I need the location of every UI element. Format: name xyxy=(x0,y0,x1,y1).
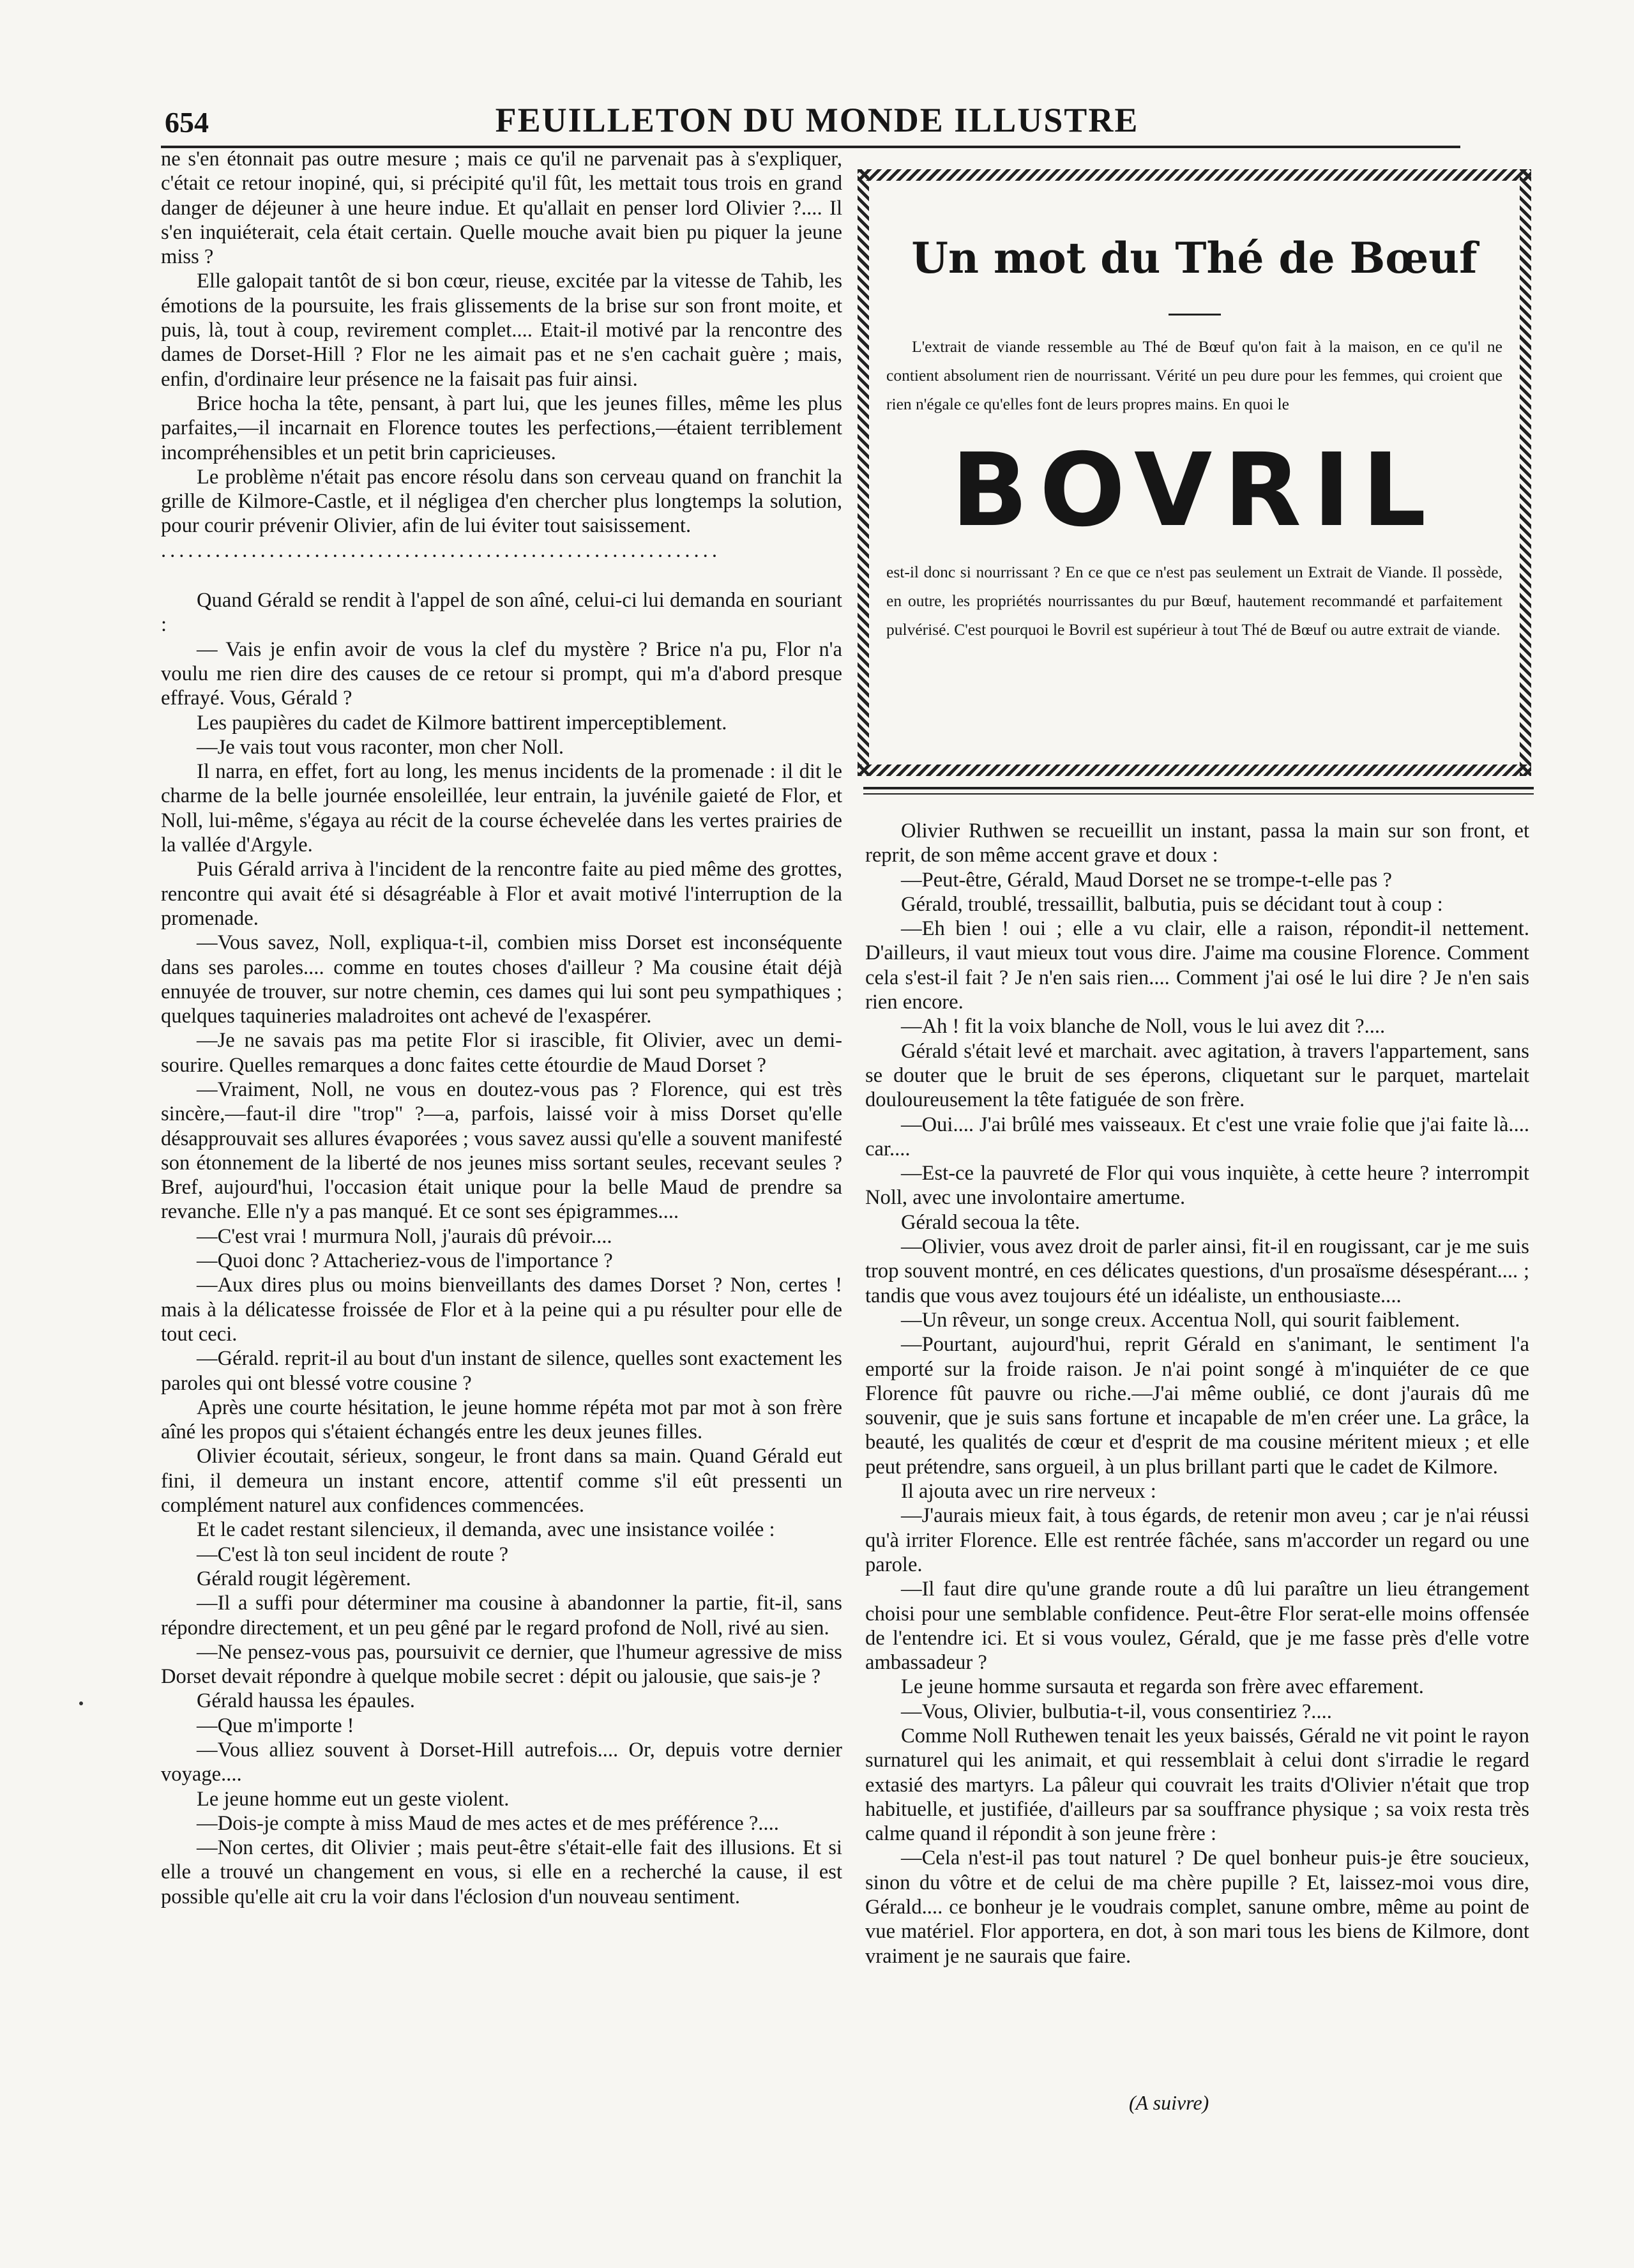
paragraph: —Un rêveur, un songe creux. Accentua Noll, qui sourit faiblement. xyxy=(901,1308,1460,1332)
section-dots: .............................................................. xyxy=(161,538,721,562)
paragraph: —Que m'importe ! xyxy=(197,1714,354,1737)
paragraph: —Vous alliez souvent à Dorset-Hill autrefois.... Or, depuis votre dernier voyage.... xyxy=(161,1739,842,1786)
ad-divider xyxy=(1169,314,1221,316)
paragraph: Après une courte hésitation, le jeune homme répéta mot par mot à son frère aîné les propos qui s'étaient échangés entre les deux jeunes filles. xyxy=(161,1396,842,1444)
paragraph: Gérald rougit légèrement. xyxy=(197,1567,411,1590)
paragraph: Et le cadet restant silencieux, il demanda, avec une insistance voilée : xyxy=(197,1518,775,1542)
paragraph: Le problème n'était pas encore résolu dans son cerveau quand on franchit la grille de Kilmore-Castle, et il négligea d'en chercher plus longtemps la solution, pour courir prévenir Olivier, afin de lui éviter tout saisissement. xyxy=(161,465,842,538)
paragraph: —Ah ! fit la voix blanche de Noll, vous le lui avez dit ?.... xyxy=(901,1015,1386,1039)
paragraph: Il ajouta avec un rire nerveux : xyxy=(901,1480,1156,1503)
paragraph: —Aux dires plus ou moins bienveillants des dames Dorset ? Non, certes ! mais à la délicatesse froissée de Flor et à la peine qui a pu résulter pour elle de tout ceci. xyxy=(161,1274,842,1346)
bovril-advertisement xyxy=(858,169,1531,776)
paragraph: —Vous, Olivier, bulbutia-t-il, vous consentiriez ?.... xyxy=(901,1700,1332,1723)
paragraph: Gérald secoua la tête. xyxy=(901,1210,1080,1234)
ad-brand-name: BOVRIL xyxy=(951,432,1438,549)
paragraph: —C'est vrai ! murmura Noll, j'aurais dû prévoir.... xyxy=(197,1224,612,1248)
paragraph: Quand Gérald se rendit à l'appel de son aîné, celui-ci lui demanda en souriant : xyxy=(161,589,842,637)
paragraph: Comme Noll Ruthewen tenait les yeux baissés, Gérald ne vit point le rayon surnaturel qui les animait, et qui ressemblait à celui dont s'irradie le regard extasié des martyrs. La pâleur qui couvrait les traits d'Olivier n'était que trop habituelle, et justifiée, d'ailleurs par sa souffrance physique ; sa voix resta très calme quand il répondit à son jeune frère : xyxy=(865,1724,1529,1846)
paragraph: —Non certes, dit Olivier ; mais peut-être s'était-elle fait des illusions. Et si elle a trouvé un changement en vous, si elle en a recherché la cause, il est possible qu'elle ait cru la voir dans l'éclosion d'un nouveau sentiment. xyxy=(161,1836,842,1908)
paragraph: —Gérald. reprit-il au bout d'un instant de silence, quelles sont exactement les paroles qui ont blessé votre cousine ? xyxy=(161,1347,842,1395)
left-column xyxy=(161,147,842,2120)
paragraph: —Je vais tout vous raconter, mon cher Noll. xyxy=(197,735,564,759)
paragraph: —Olivier, vous avez droit de parler ainsi, fit-il en rougissant, car je me suis trop souvent montré, en ces délicates questions, d'un prosaïsme désespérant.... ; tandis que vous avez toujours été un idéaliste, un enthousiaste.... xyxy=(865,1235,1529,1307)
paragraph: Olivier écoutait, sérieux, songeur, le front dans sa main. Quand Gérald eut fini, il demeura un instant encore, attentif comme s'il eût pressenti un complément naturel aux confidences commencées. xyxy=(161,1445,842,1518)
paragraph: Puis Gérald arriva à l'incident de la rencontre faite au pied même des grottes, rencontre qui avait été si désagréable à Flor et avait motivé l'interruption de la promenade. xyxy=(161,858,842,930)
paragraph: —Quoi donc ? Attacheriez-vous de l'importance ? xyxy=(197,1249,613,1273)
paragraph: —Ne pensez-vous pas, poursuivit ce dernier, que l'humeur agressive de miss Dorset devait répondre à quelque mobile secret : dépit ou jalousie, que sais-je ? xyxy=(161,1640,842,1689)
to-be-continued: (A suivre) xyxy=(1129,2091,1209,2114)
paragraph: —Il a suffi pour déterminer ma cousine à abandonner la partie, fit-il, sans répondre directement, et un peu gêné par le regard profond de Noll, rivé au sien. xyxy=(161,1592,842,1640)
print-speck xyxy=(79,1701,83,1705)
page-number: 654 xyxy=(165,106,209,139)
paragraph: ne s'en étonnait pas outre mesure ; mais ce qu'il ne parvenait pas à s'expliquer, c'était ce retour inopiné, qui, si précipité qu'il fût, les mettait tous trois en grand danger de déjeuner à une heure indue. Et qu'allait en penser lord Olivier ?.... Il s'en inquiéterait, cela était certain. Quelle mouche avait bien pu piquer la jeune miss ? xyxy=(161,148,842,269)
paragraph: —C'est là ton seul incident de route ? xyxy=(197,1542,509,1566)
ad-border-right xyxy=(1520,169,1531,776)
paragraph: —Peut-être, Gérald, Maud Dorset ne se trompe-t-elle pas ? xyxy=(901,868,1392,892)
ad-content xyxy=(886,195,1502,750)
paragraph: Gérald s'était levé et marchait. avec agitation, à travers l'appartement, sans se douter que le bruit de ses éperons, cliquetant sur le parquet, martelait douloureusement la tête fatiguée de son frère. xyxy=(865,1039,1529,1112)
paragraph: —Cela n'est-il pas tout naturel ? De quel bonheur puis-je être soucieux, sinon du vôtre et de celui de ma chère pupille ? Et, laissez-moi vous dire, Gérald.... ce bonheur je le voudrais complet, sanune ombre, même au point de vue matériel. Flor apportera, en dot, à son mari tous les biens de Kilmore, dont vraiment je ne saurais que faire. xyxy=(865,1846,1529,1968)
running-head: FEUILLETON DU MONDE ILLUSTRE xyxy=(495,101,1139,139)
paragraph: —Est-ce la pauvreté de Flor qui vous inquiète, à cette heure ? interrompit Noll, avec une involontaire amertume. xyxy=(865,1162,1529,1210)
paragraph: Il narra, en effet, fort au long, les menus incidents de la promenade : il dit le charme de la belle journée ensoleillée, leur entrain, la juvénile gaieté de Flor, et Noll, lui-même, s'égaya au récit de la course échevelée dans les vertes prairies de la vallée d'Argyle. xyxy=(161,760,842,857)
ad-text-intro: L'extrait de viande ressemble au Thé de Bœuf qu'on fait à la maison, en ce qu'il ne contient absolument rien de nourrissant. Vérité un peu dure pour les femmes, qui croient que rien n'égale ce qu'elles font de leurs propres mains. En quoi le xyxy=(886,337,1502,413)
paragraph: —Vous savez, Noll, expliqua-t-il, combien miss Dorset est inconséquente dans ses paroles.... comme en toutes choses d'ailleur ? Ma cousine était déjà ennuyée de trouver, sur notre chemin, ces dames qui lui sont peu sympathiques ; quelques taquineries maladroites ont achevé de l'exaspérer. xyxy=(161,931,842,1028)
paragraph: Olivier Ruthwen se recueillit un instant, passa la main sur son front, et reprit, de son même accent grave et doux : xyxy=(865,819,1529,867)
paragraph: —Eh bien ! oui ; elle a vu clair, elle a raison, répondit-il nettement. D'ailleurs, il vaut mieux tout vous dire. J'aime ma cousine Florence. Comment cela s'est-il fait ? Je n'en sais rien.... Comment j'ai osé le lui dire ? Je n'en sais rien encore. xyxy=(865,917,1529,1014)
ad-border-bottom xyxy=(858,765,1531,776)
paragraph: —Vraiment, Noll, ne vous en doutez-vous pas ? Florence, qui est très sincère,—faut-il dire "trop" ?—a, parfois, laissé voir à miss Dorset qu'elle désapprouvait ses allures évaporées ; vous savez aussi qu'elle a souvent manifesté son étonnement de la liberté de nos jeunes miss sortant seules, recevant seules ? Bref, aujourd'hui, l'occasion était unique pour la belle Maud de prendre sa revanche. Elle n'y a pas manqué. Et ce sont ses épigrammes.... xyxy=(161,1077,842,1224)
ad-border-left xyxy=(858,169,869,776)
paragraph: —Je ne savais pas ma petite Flor si irascible, fit Olivier, avec un demi-sourire. Quelles remarques a donc faites cette étourdie de Maud Dorset ? xyxy=(161,1029,842,1077)
right-column xyxy=(865,819,1529,2103)
paragraph: —Dois-je compte à miss Maud de mes actes et de mes préférence ?.... xyxy=(197,1811,779,1835)
paragraph: Le jeune homme eut un geste violent. xyxy=(197,1787,510,1811)
ad-border-top xyxy=(858,169,1531,181)
ad-title: Un mot du Thé de Bœuf xyxy=(911,233,1478,283)
divider-rule xyxy=(863,787,1534,789)
paragraph: —Oui.... J'ai brûlé mes vaisseaux. Et c'est une vraie folie que j'ai faite là.... car.... xyxy=(865,1113,1529,1161)
divider-rule-thin xyxy=(863,793,1534,795)
paragraph: —J'aurais mieux fait, à tous égards, de retenir mon aveu ; car je n'ai réussi qu'à irriter Florence. Elle est rentrée fâchée, sans m'accorder un regard ou une parole. xyxy=(865,1504,1529,1576)
paragraph: Elle galopait tantôt de si bon cœur, rieuse, excitée par la vitesse de Tahib, les émotions de la poursuite, les frais glissements de la brise sur son front moite, et puis, là, tout à coup, revirement complet.... Etait-il motivé par la rencontre des dames de Dorset-Hill ? Flor ne les aimait pas et ne s'en cachait guère ; mais, enfin, d'ordinaire leur présence ne la faisait pas fuir ainsi. xyxy=(161,270,842,391)
paragraph: —Il faut dire qu'une grande route a dû lui paraître un lieu étrangement choisi pour une semblable confidence. Peut-être Flor serat-elle moins offensée de l'entendre ici. Et si vous voulez, Gérald, que je me fasse près d'elle votre ambassadeur ? xyxy=(865,1578,1529,1675)
ad-text-body: est-il donc si nourrissant ? En ce que ce n'est pas seulement un Extrait de Viande. Il possède, en outre, les propriétés nourrissantes du pur Bœuf, hautement recommandé et parfaitement pulvérisé. C'est pourquoi le Bovril est supérieur à tout Thé de Bœuf ou autre extrait de viande. xyxy=(886,563,1502,639)
paragraph: — Vais je enfin avoir de vous la clef du mystère ? Brice n'a pu, Flor n'a voulu me rien dire des causes de ce retour si prompt, qui m'a d'abord presque effrayé. Vous, Gérald ? xyxy=(161,637,842,710)
paragraph: Gérald, troublé, tressaillit, balbutia, puis se décidant tout à coup : xyxy=(901,892,1443,916)
paragraph: Le jeune homme sursauta et regarda son frère avec effarement. xyxy=(901,1675,1424,1699)
paragraph: —Pourtant, aujourd'hui, reprit Gérald en s'animant, le sentiment l'a emporté sur la froide raison. Je n'ai point songé à m'inquiéter de ce que Florence fût pauvre ou riche.—J'ai même oublié, ce dont j'aurais dû me souvenir, que je suis sans fortune et incapable de m'en créer une. La grâce, la beauté, les qualités de cœur et d'esprit de ma cousine méritent mieux ; et elle peut prétendre, sans orgueil, à un plus brillant parti que le cadet de Kilmore. xyxy=(865,1333,1529,1479)
paragraph: Brice hocha la tête, pensant, à part lui, que les jeunes filles, même les plus parfaites,—il incarnait en Florence toutes les perfections,—étaient terriblement incompréhensibles et un petit brin capricieuses. xyxy=(161,392,842,464)
paragraph: Les paupières du cadet de Kilmore battirent imperceptiblement. xyxy=(197,711,727,734)
paragraph: Gérald haussa les épaules. xyxy=(197,1689,415,1713)
